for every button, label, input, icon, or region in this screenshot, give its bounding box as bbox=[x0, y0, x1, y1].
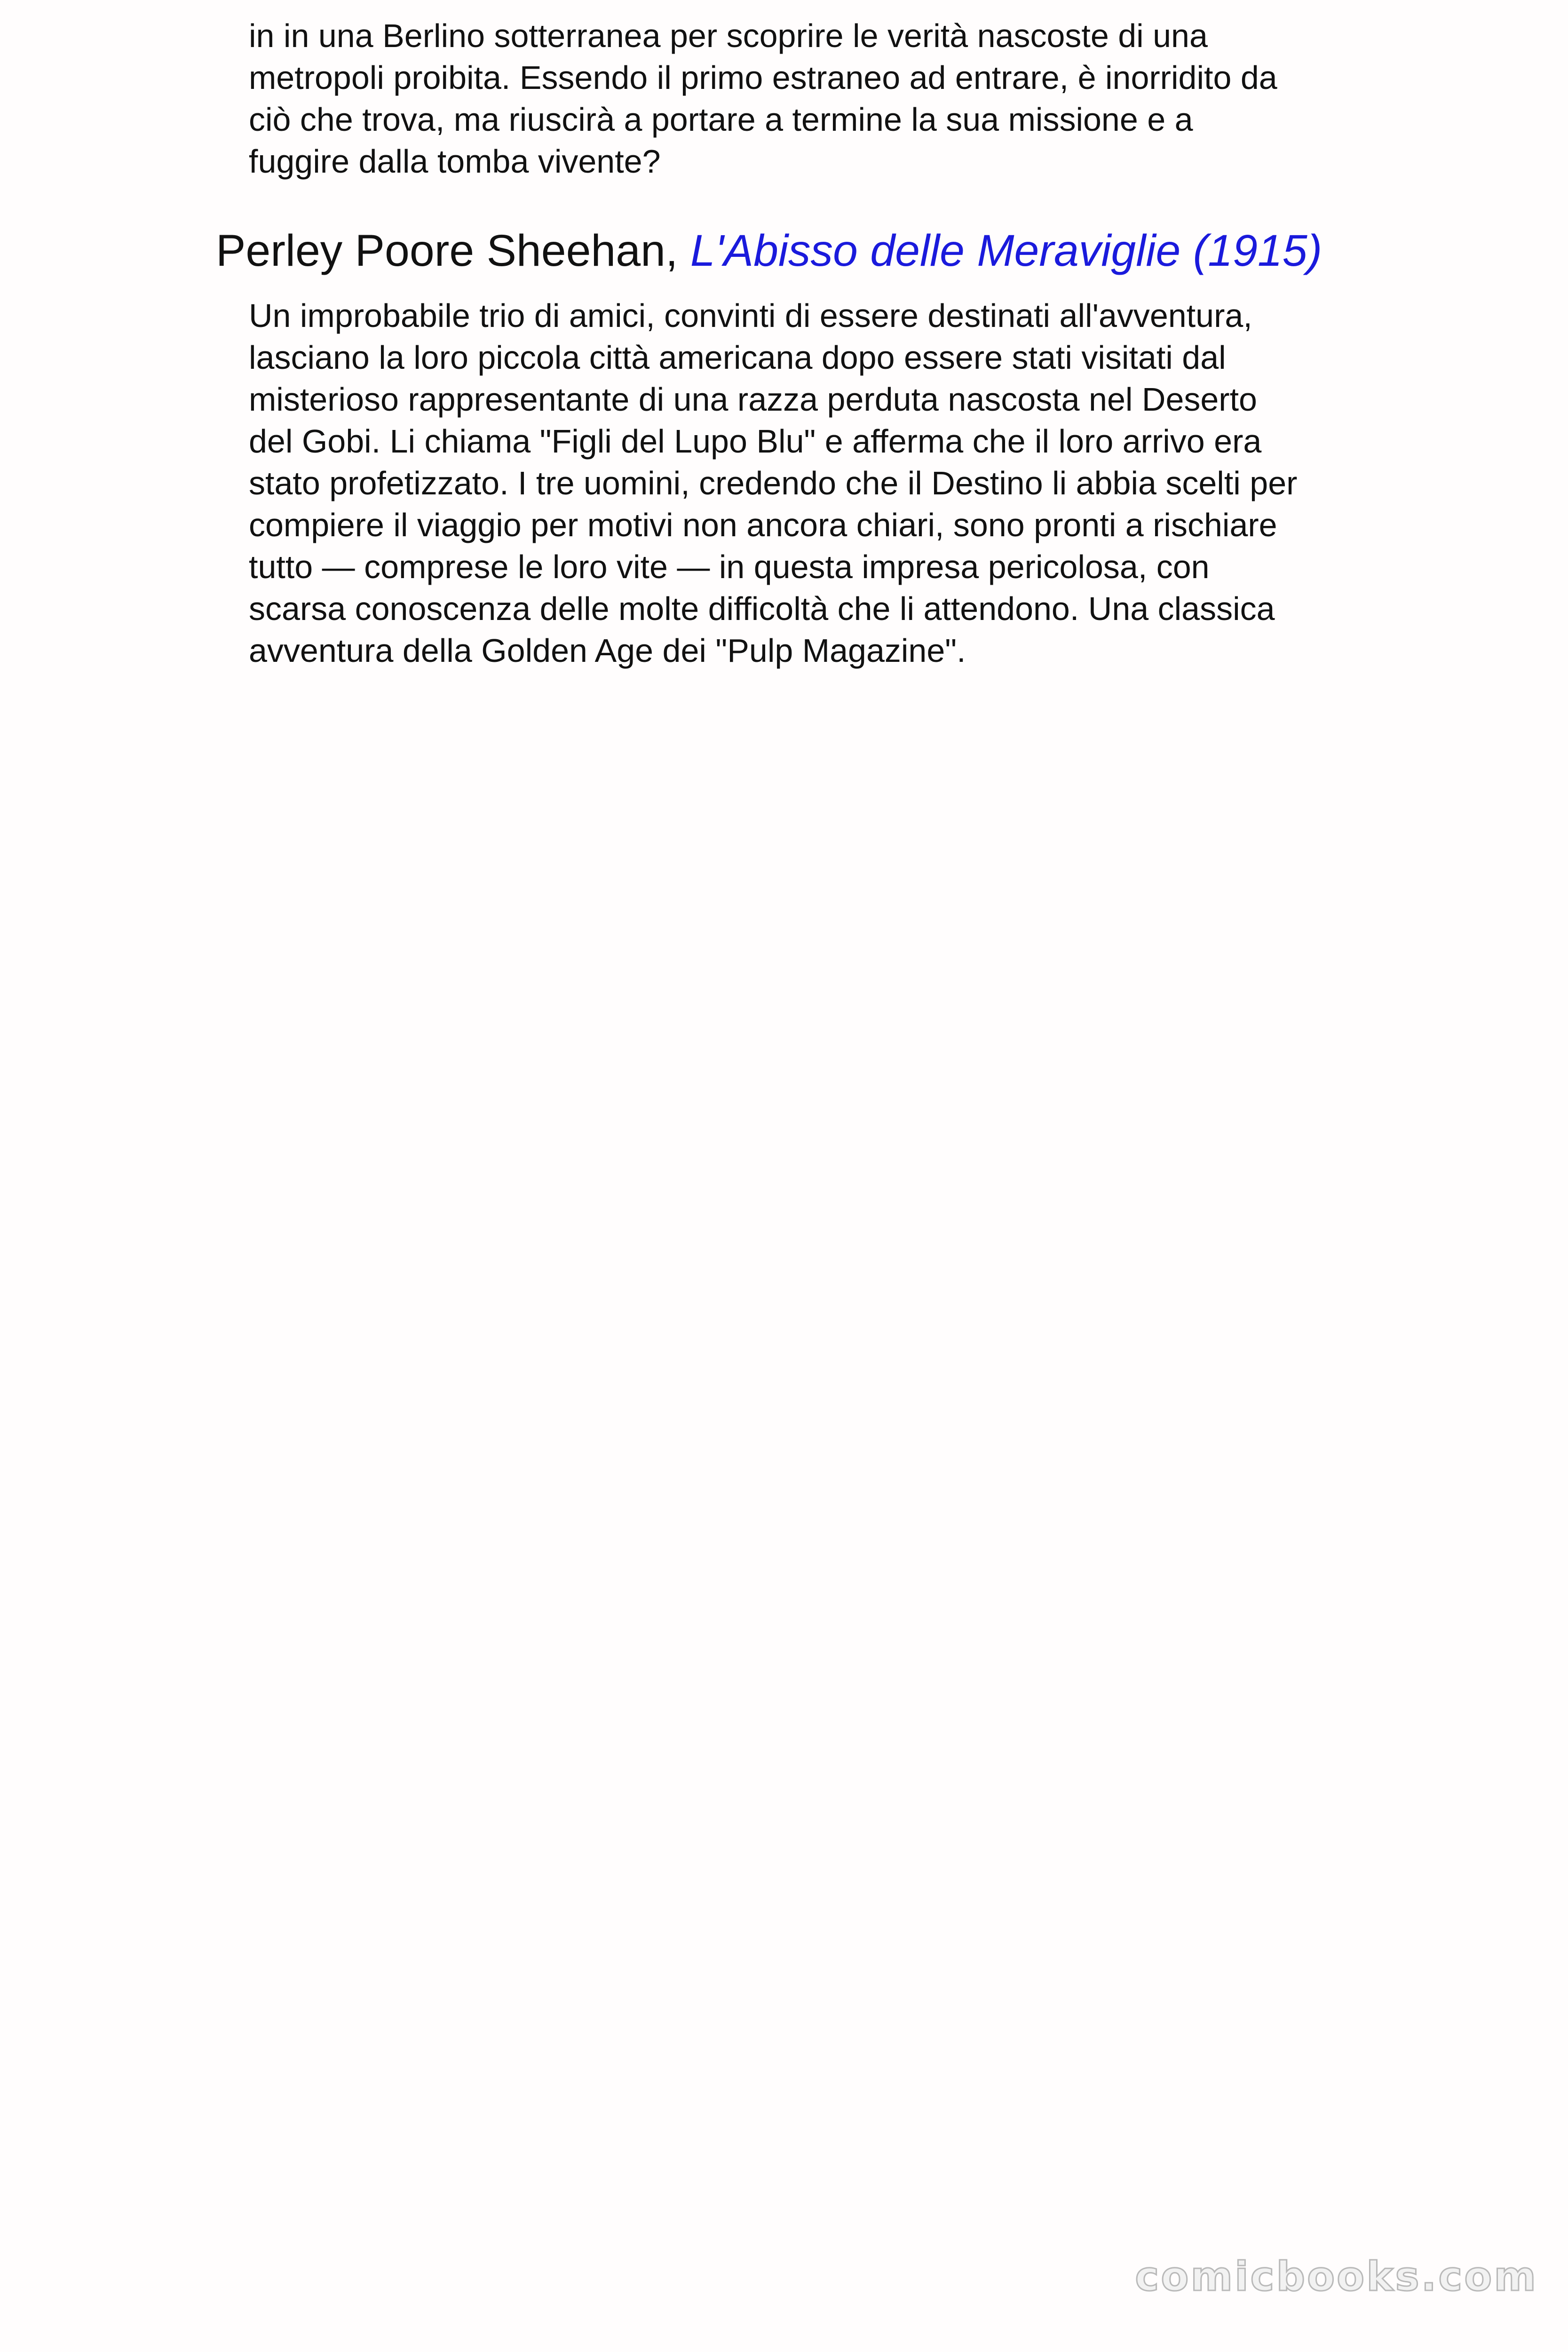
watermark: comicbooks.com bbox=[1135, 2253, 1538, 2300]
entry-title-link[interactable]: L'Abisso delle Meraviglie (1915) bbox=[690, 226, 1323, 276]
paragraph-line: avventura della Golden Age dei "Pulp Magazine". bbox=[249, 632, 966, 669]
paragraph-line: in in una Berlino sotterranea per scoprire le verità nascoste di una bbox=[249, 17, 1208, 54]
continuation-paragraph bbox=[249, 15, 1387, 183]
paragraph-line: stato profetizzato. I tre uomini, credendo che il Destino li abbia scelti per bbox=[249, 465, 1298, 501]
paragraph-line: compiere il viaggio per motivi non ancora chiari, sono pronti a rischiare bbox=[249, 507, 1277, 543]
paragraph-line: Un improbabile trio di amici, convinti di essere destinati all'avventura, bbox=[249, 297, 1252, 334]
paragraph-line: tutto — comprese le loro vite — in questa impresa pericolosa, con bbox=[249, 548, 1210, 585]
entry-description bbox=[249, 295, 1387, 672]
paragraph-line: misterioso rappresentante di una razza perduta nascosta nel Deserto bbox=[249, 381, 1257, 418]
paragraph-line: ciò che trova, ma riuscirà a portare a termine la sua missione e a bbox=[249, 101, 1193, 138]
paragraph-line: lasciano la loro piccola città americana dopo essere stati visitati dal bbox=[249, 339, 1226, 376]
entry-heading bbox=[216, 220, 1322, 281]
entry-author: Perley Poore Sheehan, bbox=[216, 226, 690, 276]
paragraph-line: metropoli proibita. Essendo il primo estraneo ad entrare, è inorridito da bbox=[249, 59, 1277, 96]
paragraph-line: scarsa conoscenza delle molte difficoltà che li attendono. Una classica bbox=[249, 590, 1275, 627]
paragraph-line: fuggire dalla tomba vivente? bbox=[249, 143, 661, 180]
paragraph-line: del Gobi. Li chiama "Figli del Lupo Blu" e afferma che il loro arrivo era bbox=[249, 423, 1262, 460]
